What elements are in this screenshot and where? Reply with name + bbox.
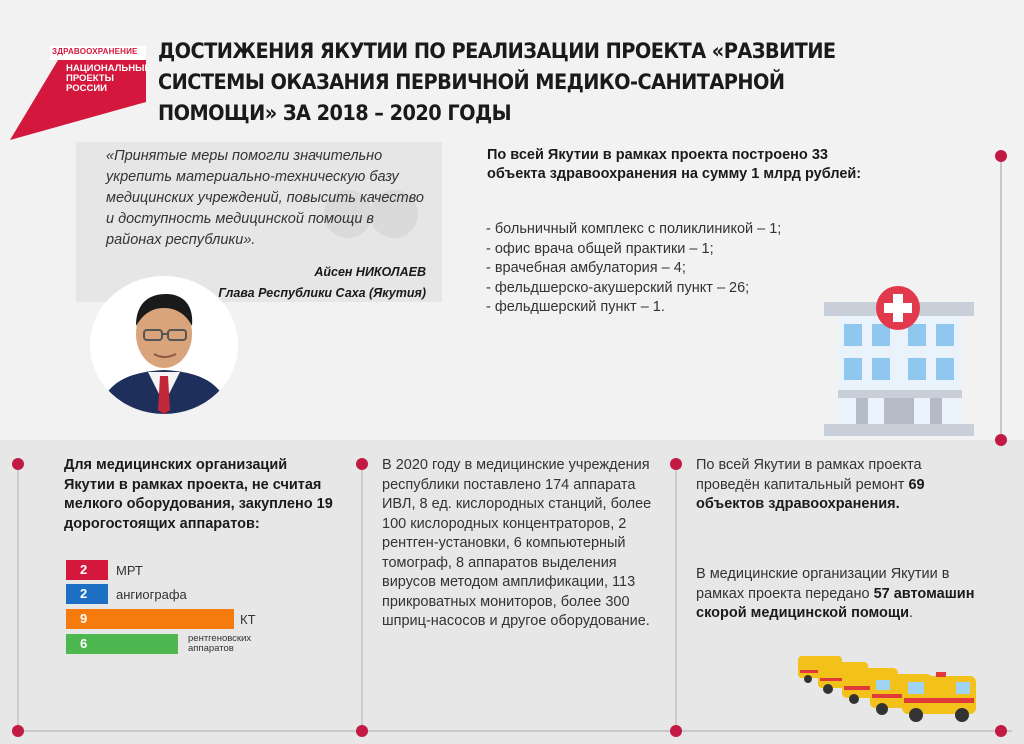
quote-author	[218, 262, 426, 304]
hospital-building-icon	[818, 280, 978, 440]
bar-value: 2	[80, 586, 88, 601]
timeline-dot	[670, 458, 682, 470]
timeline-dot	[356, 725, 368, 737]
list-item: - фельдшерский пункт – 1.	[486, 299, 665, 315]
timeline-dot	[995, 725, 1007, 737]
bar-value: 6	[80, 636, 88, 651]
logo-main-text: НАЦИОНАЛЬНЫЕ ПРОЕКТЫ РОССИИ	[66, 63, 151, 94]
facilities-heading: По всей Якутии в рамках проекта построено 33 объекта здравоохранения на сумму 1 млрд рублей:	[487, 147, 862, 182]
repair-text-plain: По всей Якутии в рамках проекта проведён капитальный ремонт	[696, 457, 922, 493]
list-item: - офис врача общей практики – 1;	[486, 240, 714, 257]
logo-small-text: ЗДРАВООХРАНЕНИЕ	[52, 47, 138, 56]
bar-label: КТ	[240, 612, 256, 627]
ambulance-vehicles-icon	[796, 646, 980, 724]
bar-value: 9	[80, 611, 88, 626]
timeline-dot	[12, 458, 24, 470]
ambulance-text-plain: В медицинские организации Якутии в рамках проекта передано	[696, 566, 950, 602]
ambulance-text	[696, 565, 986, 624]
list-item: - больничный комплекс с поликлиникой – 1;	[486, 221, 782, 237]
equipment-heading: Для медицинских организаций Якутии в рамках проекта, не считая мелкого оборудования, закуплено 19 дорогостоящих аппаратов:	[64, 457, 333, 532]
page-title: ДОСТИЖЕНИЯ ЯКУТИИ ПО РЕАЛИЗАЦИИ ПРОЕКТА «РАЗВИТИЕ СИСТЕМЫ ОКАЗАНИЯ ПЕРВИЧНОЙ МЕДИКО-САНИТАРНОЙ ПОМОЩИ» ЗА 2018 – 2020 ГОДЫ	[158, 39, 836, 125]
quote-text: «Принятые меры помогли значительно укрепить материально-техническую базу медицинских учреждений, повысить качество и доступность медицинской помощи в районах республики».	[106, 148, 424, 248]
bar-label: рентгеновских аппаратов	[188, 633, 252, 654]
bar-angiograph	[66, 584, 108, 604]
author-name: Айсен НИКОЛАЕВ	[314, 265, 426, 279]
timeline-dot	[670, 725, 682, 737]
column-line	[675, 470, 677, 730]
timeline-dot	[995, 434, 1007, 446]
facilities-list	[486, 220, 866, 318]
bar-value: 2	[80, 562, 88, 577]
list-item: - фельдшерско-акушерский пункт – 26;	[486, 279, 750, 296]
timeline-dot	[995, 150, 1007, 162]
bar-label: ангиографа	[116, 587, 187, 602]
bar-label: МРТ	[116, 563, 143, 578]
column-line	[17, 470, 19, 730]
ambulance-text-end: .	[909, 605, 914, 621]
ambulance-text-bold: 57 автомашин скорой медицинской помощи	[696, 585, 975, 621]
portrait-image	[90, 276, 238, 414]
timeline-dot	[12, 725, 24, 737]
column-line	[361, 470, 363, 730]
supply-2020-text: В 2020 году в медицинские учреждения республики поставлено 174 аппарата ИВЛ, 8 ед. кислородных станций, более 100 кислородных концентраторов, 2 рентген-установки, 6 компьютерный томограф, 8 аппаратов выделения вирусов методом амплификации, 113 прикроватных мониторов, более 300 шприц-насосов и другое оборудование.	[382, 457, 652, 629]
list-item: - врачебная амбулатория – 4;	[486, 260, 686, 276]
bar-ct	[66, 609, 234, 629]
timeline-horizontal	[16, 730, 1012, 732]
author-portrait	[90, 276, 238, 414]
repair-text	[696, 456, 986, 515]
repair-text-bold: 69 объектов здравоохранения.	[696, 476, 925, 512]
timeline-vertical	[1000, 156, 1002, 440]
bar-xray	[66, 634, 178, 654]
author-title: Глава Республики Саха (Якутия)	[218, 286, 426, 300]
bar-mri	[66, 560, 108, 580]
national-projects-logo	[10, 38, 151, 140]
timeline-dot	[356, 458, 368, 470]
